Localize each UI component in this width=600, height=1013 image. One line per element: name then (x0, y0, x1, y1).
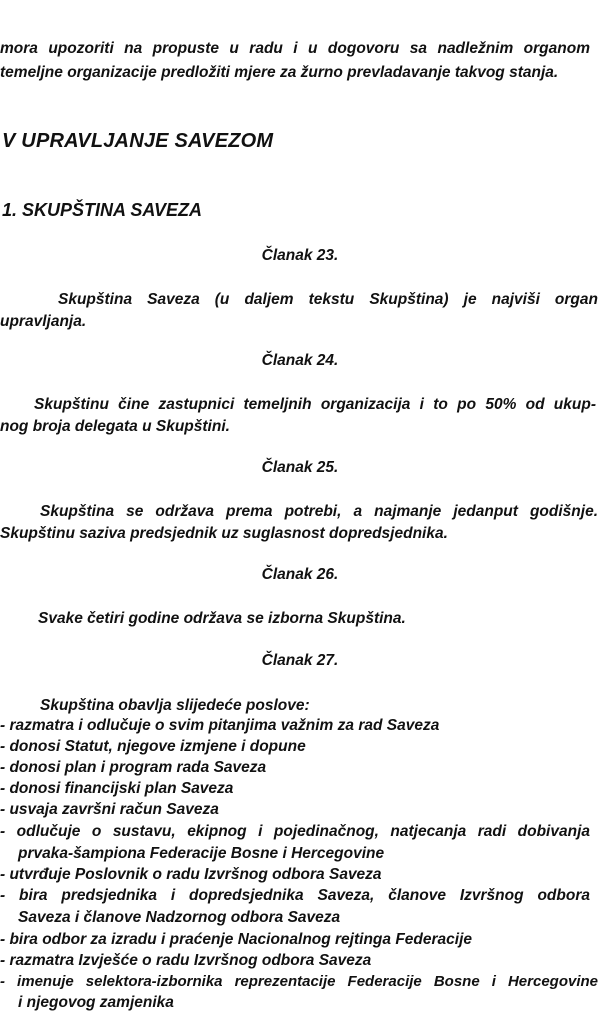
article-title: Članak 26. (261, 566, 339, 583)
list-item-continuation: Saveza i članove Nadzornog odbora Saveza (18, 909, 341, 926)
article-title: Članak 25. (261, 459, 339, 476)
list-item: - donosi Statut, njegove izmjene i dopune (0, 738, 306, 755)
list-item: - odlučuje o sustavu, ekipnog i pojedinačnog, natjecanja radi dobivanja (0, 823, 590, 840)
list-item: - donosi plan i program rada Saveza (0, 759, 267, 776)
intro-line: mora upozoriti na propuste u radu i u dogovoru sa nadležnim organom (0, 40, 590, 57)
list-item: - usvaja završni račun Saveza (0, 801, 219, 818)
article-title: Članak 27. (261, 652, 339, 669)
section-heading: V UPRAVLJANJE SAVEZOM (2, 130, 274, 152)
article-title: Članak 24. (261, 352, 339, 369)
article-text: nog broja delegata u Skupštini. (0, 418, 230, 435)
article-text: upravljanja. (0, 313, 87, 330)
list-item-continuation: prvaka-šampiona Federacije Bosne i Hercegovine (18, 845, 385, 862)
intro-line: temeljne organizacije predložiti mjere za žurno prevladavanje takvog stanja. (0, 64, 559, 81)
article-text: Skupština obavlja slijedeće poslove: (40, 697, 310, 714)
subsection-heading: 1. SKUPŠTINA SAVEZA (2, 200, 203, 220)
list-item: - utvrđuje Poslovnik o radu Izvršnog odbora Saveza (0, 866, 382, 883)
article-text: Skupštinu čine zastupnici temeljnih organizacija i to po 50% od ukup- (34, 396, 596, 413)
article-title: Članak 23. (261, 247, 339, 264)
list-item: - bira odbor za izradu i praćenje Nacionalnog rejtinga Federacije (0, 931, 473, 948)
list-item: - razmatra i odlučuje o svim pitanjima važnim za rad Saveza (0, 717, 440, 734)
article-text: Skupštinu saziva predsjednik uz suglasnost dopredsjednika. (0, 525, 448, 542)
article-text: Svake četiri godine održava se izborna Skupština. (38, 610, 406, 627)
list-item: - donosi financijski plan Saveza (0, 780, 234, 797)
article-text: Skupština se održava prema potrebi, a najmanje jedanput godišnje. (40, 503, 598, 520)
list-item: - imenuje selektora-izbornika reprezentacije Federacije Bosne i Hercegovine (0, 973, 598, 990)
list-item-continuation: i njegovog zamjenika (18, 994, 174, 1011)
list-item: - bira predsjednika i dopredsjednika Saveza, članove Izvršnog odbora (0, 887, 590, 904)
article-text: Skupština Saveza (u daljem tekstu Skupština) je najviši organ (58, 291, 598, 308)
list-item: - razmatra Izvješće o radu Izvršnog odbora Saveza (0, 952, 372, 969)
